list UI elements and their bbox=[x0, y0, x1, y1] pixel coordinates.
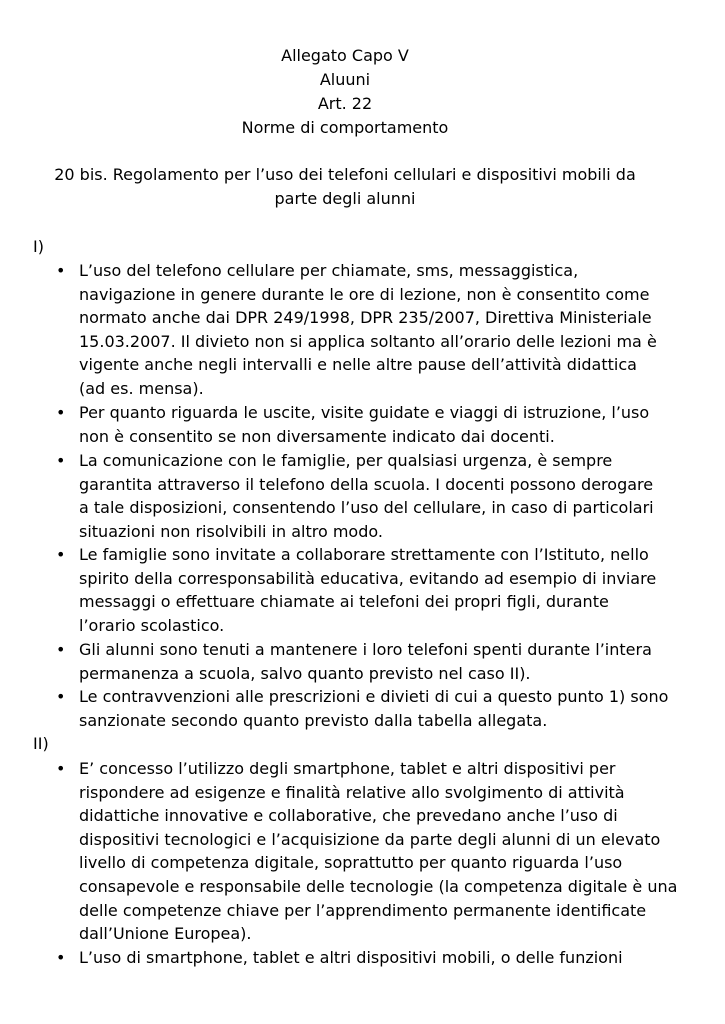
bullet-icon: • bbox=[56, 687, 66, 706]
header-line-4: Norme di comportamento bbox=[241, 118, 449, 137]
list-item-line: dall’Unione Europea). bbox=[79, 924, 252, 944]
list-item-line: L’uso di smartphone, tablet e altri dispositivi mobili, o delle funzioni bbox=[79, 948, 623, 967]
list-item-line: garantita attraverso il telefono della scuola. I docenti possono derogare bbox=[79, 474, 654, 494]
list-item-line: non è consentito se non diversamente indicato dai docenti. bbox=[79, 426, 555, 446]
list-item-line: vigente anche negli intervalli e nelle altre pause dell’attività didattica bbox=[79, 355, 637, 375]
list-item-line: Per quanto riguarda le uscite, visite guidate e viaggi di istruzione, l’uso bbox=[79, 403, 650, 422]
list-item-line: dispositivi tecnologici e l’acquisizione da parte degli alunni di un elevato bbox=[79, 829, 661, 849]
list-item-line: livello di competenza digitale, soprattutto per quanto riguarda l’uso bbox=[79, 853, 623, 873]
section-label-1: I) bbox=[33, 237, 44, 256]
list-item-line: Le famiglie sono invitate a collaborare strettamente con l’Istituto, nello bbox=[79, 545, 649, 564]
list-item bbox=[79, 401, 699, 448]
list-item bbox=[79, 946, 699, 970]
list-item-line: delle competenze chiave per l’apprendimento permanente identificate bbox=[79, 900, 647, 920]
list-item-line: E’ concesso l’utilizzo degli smartphone, tablet e altri dispositivi per bbox=[79, 759, 616, 778]
header-line-3: Art. 22 bbox=[317, 94, 373, 113]
list-item-line: 15.03.2007. Il divieto non si applica soltanto all’orario delle lezioni ma è bbox=[79, 331, 657, 351]
list-item-line: (ad es. mensa). bbox=[79, 378, 204, 398]
list-item-line: L’uso del telefono cellulare per chiamate, sms, messaggistica, bbox=[79, 261, 579, 280]
list-item-line: normato anche dai DPR 249/1998, DPR 235/2007, Direttiva Ministeriale bbox=[79, 308, 652, 328]
bullet-icon: • bbox=[56, 451, 66, 470]
list-item bbox=[79, 757, 699, 946]
list-item-line: l’orario scolastico. bbox=[79, 615, 225, 635]
list-item-line: a tale disposizioni, consentendo l’uso del cellulare, in caso di particolari bbox=[79, 498, 654, 518]
bullet-icon: • bbox=[56, 948, 66, 967]
section-label-2: II) bbox=[33, 734, 49, 753]
list-item bbox=[79, 638, 699, 685]
list-item-line: rispondere ad esigenze e finalità relative allo svolgimento di attività bbox=[79, 782, 625, 802]
list-item-line: permanenza a scuola, salvo quanto previsto nel caso II). bbox=[79, 663, 531, 683]
list-item-line: sanzionate secondo quanto previsto dalla tabella allegata. bbox=[79, 710, 548, 730]
bullet-icon: • bbox=[56, 759, 66, 778]
list-item-line: Le contravvenzioni alle prescrizioni e divieti di cui a questo punto 1) sono bbox=[79, 687, 669, 706]
list-item-line: spirito della corresponsabilità educativa, evitando ad esempio di inviare bbox=[79, 568, 657, 588]
bullet-icon: • bbox=[56, 545, 66, 564]
list-item-line: consapevole e responsabile delle tecnologie (la competenza digitale è una bbox=[79, 876, 678, 896]
list-item-line: navigazione in genere durante le ore di lezione, non è consentito come bbox=[79, 284, 650, 304]
list-item-line: Gli alunni sono tenuti a mantenere i loro telefoni spenti durante l’intera bbox=[79, 640, 652, 659]
bullet-icon: • bbox=[56, 403, 66, 422]
bullet-icon: • bbox=[56, 261, 66, 280]
list-item-line: messaggi o effettuare chiamate ai telefoni dei propri figli, durante bbox=[79, 592, 609, 612]
list-item bbox=[79, 449, 699, 543]
list-item bbox=[79, 543, 699, 637]
subtitle-line-2: parte degli alunni bbox=[274, 189, 416, 208]
header-line-1: Allegato Capo V bbox=[281, 46, 409, 65]
list-item bbox=[79, 259, 699, 401]
list-item-line: didattiche innovative e collaborative, che prevedano anche l’uso di bbox=[79, 806, 618, 826]
list-item-line: La comunicazione con le famiglie, per qualsiasi urgenza, è sempre bbox=[79, 451, 613, 470]
subtitle-line-1: 20 bis. Regolamento per l’uso dei telefoni cellulari e dispositivi mobili da bbox=[54, 165, 636, 184]
list-item bbox=[79, 685, 699, 732]
list-item-line: situazioni non risolvibili in altro modo. bbox=[79, 521, 383, 541]
header-line-2: Aluuni bbox=[319, 70, 371, 89]
bullet-icon: • bbox=[56, 640, 66, 659]
